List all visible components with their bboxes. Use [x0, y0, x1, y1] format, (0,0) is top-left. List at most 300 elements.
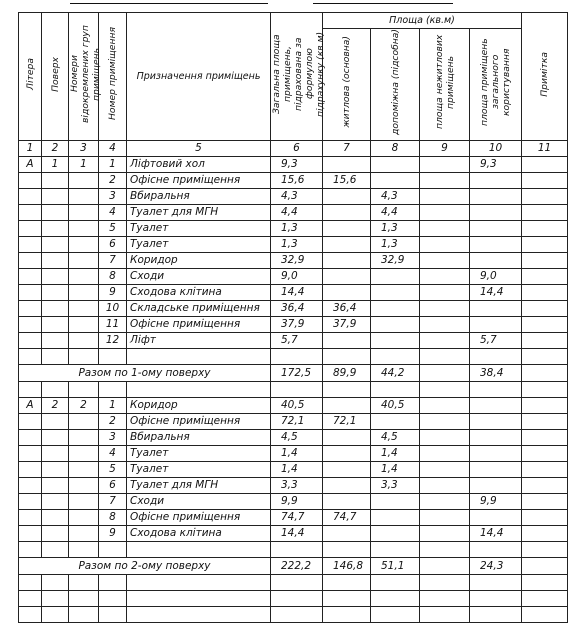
litera-cell: [19, 430, 42, 446]
floor-cell: [42, 253, 69, 269]
empty-cell: [420, 591, 470, 607]
room-purpose-cell: Вбиральня: [127, 189, 271, 205]
table-row: [19, 221, 568, 237]
nonliving-area-cell: [420, 430, 470, 446]
total-area-cell: 14,4: [271, 285, 323, 301]
group-cell: [69, 189, 99, 205]
empty-cell: [470, 349, 522, 365]
table-row: [19, 173, 568, 189]
summary-label: Разом по 1-ому поверху: [19, 365, 271, 382]
room-purpose-cell: Туалет: [127, 237, 271, 253]
empty-cell: [323, 591, 371, 607]
table-row: [19, 301, 568, 317]
aux-area-cell: [371, 414, 420, 430]
header-nonliving: площа нежитлових приміщень: [420, 29, 470, 141]
col-number: 8: [371, 141, 420, 157]
room-no-cell: 10: [99, 301, 127, 317]
group-cell: [69, 478, 99, 494]
blank-row: [19, 607, 568, 623]
empty-cell: [271, 591, 323, 607]
common-area-cell: [470, 430, 522, 446]
empty-cell: [371, 575, 420, 591]
group-cell: [69, 526, 99, 542]
living-area-cell: 37,9: [323, 317, 371, 333]
aux-area-cell: [371, 285, 420, 301]
blank-row: [19, 349, 568, 365]
litera-cell: [19, 414, 42, 430]
note-cell: [522, 285, 568, 301]
room-purpose-cell: Сходова клітина: [127, 285, 271, 301]
room-purpose-cell: Ліфтовий хол: [127, 157, 271, 173]
floor-cell: [42, 173, 69, 189]
note-cell: [522, 478, 568, 494]
room-no-cell: 1: [99, 398, 127, 414]
summary-label: Разом по 2-ому поверху: [19, 558, 271, 575]
table-row: [19, 269, 568, 285]
nonliving-area-cell: [420, 157, 470, 173]
room-purpose-cell: Туалет для МГН: [127, 478, 271, 494]
note-cell: [522, 189, 568, 205]
empty-cell: [69, 575, 99, 591]
litera-cell: [19, 301, 42, 317]
aux-area-cell: 3,3: [371, 478, 420, 494]
living-area-cell: [323, 526, 371, 542]
room-no-cell: 6: [99, 237, 127, 253]
aux-area-cell: [371, 333, 420, 349]
table-row: [19, 157, 568, 173]
living-area-cell: [323, 398, 371, 414]
empty-cell: [69, 349, 99, 365]
empty-cell: [470, 542, 522, 558]
empty-cell: [420, 382, 470, 398]
empty-cell: [271, 542, 323, 558]
litera-cell: [19, 510, 42, 526]
total-area-cell: 9,0: [271, 269, 323, 285]
living-area-cell: 72,1: [323, 414, 371, 430]
floor-cell: 1: [42, 157, 69, 173]
living-area-cell: [323, 157, 371, 173]
common-area-cell: [470, 173, 522, 189]
nonliving-area-cell: [420, 285, 470, 301]
living-area-cell: 15,6: [323, 173, 371, 189]
floor-cell: [42, 301, 69, 317]
room-no-cell: 5: [99, 221, 127, 237]
aux-area-cell: [371, 301, 420, 317]
empty-cell: [69, 591, 99, 607]
common-area-cell: 9,3: [470, 157, 522, 173]
col-number: 1: [19, 141, 42, 157]
table-row: [19, 430, 568, 446]
group-cell: 2: [69, 398, 99, 414]
nonliving-area-cell: [420, 414, 470, 430]
col-number: 11: [522, 141, 568, 157]
nonliving-area-cell: [420, 221, 470, 237]
empty-cell: [127, 607, 271, 623]
total-area-cell: 9,9: [271, 494, 323, 510]
common-area-cell: [470, 221, 522, 237]
empty-cell: [371, 382, 420, 398]
group-cell: [69, 333, 99, 349]
empty-cell: [522, 607, 568, 623]
empty-cell: [271, 607, 323, 623]
litera-cell: [19, 253, 42, 269]
room-no-cell: 9: [99, 526, 127, 542]
total-area-cell: 14,4: [271, 526, 323, 542]
common-area-cell: [470, 398, 522, 414]
note-cell: [522, 301, 568, 317]
total-area-cell: 5,7: [271, 333, 323, 349]
total-area-cell: 4,5: [271, 430, 323, 446]
group-cell: [69, 173, 99, 189]
nonliving-area-cell: [420, 462, 470, 478]
empty-cell: [42, 382, 69, 398]
common-area-cell: [470, 510, 522, 526]
summary-total: 172,5: [271, 365, 323, 382]
empty-cell: [19, 382, 42, 398]
empty-cell: [420, 542, 470, 558]
col-number: 2: [42, 141, 69, 157]
common-area-cell: [470, 301, 522, 317]
aux-area-cell: [371, 510, 420, 526]
room-purpose-cell: Туалет: [127, 221, 271, 237]
header-aux: допоміжна (підсобна): [371, 29, 420, 141]
group-cell: [69, 510, 99, 526]
room-purpose-cell: Туалет для МГН: [127, 205, 271, 221]
empty-cell: [323, 575, 371, 591]
nonliving-area-cell: [420, 301, 470, 317]
room-no-cell: 7: [99, 253, 127, 269]
room-no-cell: 7: [99, 494, 127, 510]
summary-common: 24,3: [470, 558, 522, 575]
table-row: [19, 253, 568, 269]
empty-cell: [522, 575, 568, 591]
common-area-cell: 14,4: [470, 526, 522, 542]
group-cell: [69, 221, 99, 237]
table-row: [19, 205, 568, 221]
aux-area-cell: 1,4: [371, 446, 420, 462]
floor-cell: [42, 494, 69, 510]
floor-cell: [42, 414, 69, 430]
empty-cell: [69, 542, 99, 558]
room-purpose-cell: Офісне приміщення: [127, 173, 271, 189]
common-area-cell: [470, 446, 522, 462]
nonliving-area-cell: [420, 237, 470, 253]
nonliving-area-cell: [420, 205, 470, 221]
room-purpose-cell: Сходи: [127, 269, 271, 285]
total-area-cell: 72,1: [271, 414, 323, 430]
room-purpose-cell: Коридор: [127, 253, 271, 269]
room-purpose-cell: Офісне приміщення: [127, 510, 271, 526]
total-area-cell: 3,3: [271, 478, 323, 494]
note-cell: [522, 173, 568, 189]
note-cell: [522, 269, 568, 285]
total-area-cell: 40,5: [271, 398, 323, 414]
floor-cell: [42, 526, 69, 542]
note-cell: [522, 253, 568, 269]
nonliving-area-cell: [420, 398, 470, 414]
table-row: [19, 462, 568, 478]
common-area-cell: [470, 189, 522, 205]
room-no-cell: 4: [99, 446, 127, 462]
empty-cell: [371, 607, 420, 623]
group-cell: [69, 414, 99, 430]
empty-cell: [99, 575, 127, 591]
empty-cell: [470, 591, 522, 607]
group-cell: [69, 253, 99, 269]
empty-cell: [99, 542, 127, 558]
empty-cell: [127, 382, 271, 398]
empty-cell: [470, 607, 522, 623]
litera-cell: [19, 205, 42, 221]
empty-cell: [323, 382, 371, 398]
living-area-cell: [323, 478, 371, 494]
group-cell: [69, 462, 99, 478]
nonliving-area-cell: [420, 478, 470, 494]
col-number: 7: [323, 141, 371, 157]
table-row: [19, 414, 568, 430]
note-cell: [522, 317, 568, 333]
empty-cell: [99, 382, 127, 398]
empty-cell: [42, 542, 69, 558]
table-row: [19, 494, 568, 510]
header-purpose: Призначення приміщень: [127, 13, 271, 141]
nonliving-area-cell: [420, 333, 470, 349]
nonliving-area-cell: [420, 269, 470, 285]
room-no-cell: 1: [99, 157, 127, 173]
common-area-cell: [470, 205, 522, 221]
empty-cell: [420, 349, 470, 365]
total-area-cell: 4,3: [271, 189, 323, 205]
group-cell: [69, 494, 99, 510]
aux-area-cell: [371, 173, 420, 189]
common-area-cell: [470, 317, 522, 333]
aux-area-cell: [371, 157, 420, 173]
room-purpose-cell: Складське приміщення: [127, 301, 271, 317]
empty-cell: [271, 349, 323, 365]
header-room-no: Номер приміщення: [99, 13, 127, 141]
living-area-cell: [323, 189, 371, 205]
room-no-cell: 2: [99, 173, 127, 189]
summary-note: [522, 558, 568, 575]
room-no-cell: 11: [99, 317, 127, 333]
note-cell: [522, 414, 568, 430]
empty-cell: [19, 349, 42, 365]
floor-cell: [42, 285, 69, 301]
aux-area-cell: 4,4: [371, 205, 420, 221]
empty-cell: [127, 591, 271, 607]
aux-area-cell: [371, 269, 420, 285]
living-area-cell: [323, 462, 371, 478]
aux-area-cell: 1,3: [371, 221, 420, 237]
empty-cell: [42, 607, 69, 623]
group-cell: [69, 269, 99, 285]
empty-cell: [99, 591, 127, 607]
empty-cell: [470, 382, 522, 398]
room-purpose-cell: Офісне приміщення: [127, 317, 271, 333]
common-area-cell: 9,9: [470, 494, 522, 510]
note-cell: [522, 398, 568, 414]
table-row: [19, 478, 568, 494]
empty-cell: [271, 575, 323, 591]
col-number: 4: [99, 141, 127, 157]
summary-living: 146,8: [323, 558, 371, 575]
nonliving-area-cell: [420, 173, 470, 189]
table-row: [19, 510, 568, 526]
litera-cell: [19, 317, 42, 333]
floor-cell: [42, 317, 69, 333]
summary-nonliving: [420, 365, 470, 382]
table-row: [19, 317, 568, 333]
total-area-cell: 4,4: [271, 205, 323, 221]
empty-cell: [19, 607, 42, 623]
floor-cell: [42, 189, 69, 205]
aux-area-cell: [371, 494, 420, 510]
floor-cell: [42, 430, 69, 446]
header-area-group: Площа (кв.м): [323, 13, 522, 29]
table-body: [19, 157, 568, 623]
table-row: [19, 398, 568, 414]
litera-cell: [19, 333, 42, 349]
floor-cell: [42, 237, 69, 253]
litera-cell: [19, 269, 42, 285]
empty-cell: [99, 607, 127, 623]
empty-cell: [420, 575, 470, 591]
header-note: Примітка: [522, 13, 568, 141]
note-cell: [522, 446, 568, 462]
header-groups: Номери відокремлених груп приміщень: [69, 13, 99, 141]
room-no-cell: 8: [99, 269, 127, 285]
blank-row: [19, 542, 568, 558]
living-area-cell: [323, 253, 371, 269]
table-row: [19, 285, 568, 301]
room-no-cell: 6: [99, 478, 127, 494]
top-rule-right: [313, 3, 453, 4]
empty-cell: [420, 607, 470, 623]
room-no-cell: 2: [99, 414, 127, 430]
group-cell: [69, 446, 99, 462]
col-number: 10: [470, 141, 522, 157]
empty-cell: [19, 575, 42, 591]
table-row: [19, 333, 568, 349]
aux-area-cell: 32,9: [371, 253, 420, 269]
note-cell: [522, 526, 568, 542]
note-cell: [522, 510, 568, 526]
floor-cell: [42, 333, 69, 349]
floor-cell: [42, 269, 69, 285]
living-area-cell: [323, 237, 371, 253]
room-purpose-cell: Сходи: [127, 494, 271, 510]
floor-summary-row: [19, 365, 568, 382]
empty-cell: [522, 382, 568, 398]
empty-cell: [127, 349, 271, 365]
note-cell: [522, 205, 568, 221]
floor-cell: [42, 478, 69, 494]
common-area-cell: 5,7: [470, 333, 522, 349]
empty-cell: [42, 591, 69, 607]
litera-cell: А: [19, 157, 42, 173]
litera-cell: [19, 221, 42, 237]
room-no-cell: 9: [99, 285, 127, 301]
empty-cell: [323, 349, 371, 365]
common-area-cell: [470, 414, 522, 430]
living-area-cell: [323, 221, 371, 237]
note-cell: [522, 237, 568, 253]
empty-cell: [522, 349, 568, 365]
litera-cell: [19, 173, 42, 189]
aux-area-cell: 4,5: [371, 430, 420, 446]
floor-cell: [42, 510, 69, 526]
table-row: [19, 526, 568, 542]
header-floor: Поверх: [42, 13, 69, 141]
living-area-cell: [323, 494, 371, 510]
litera-cell: [19, 446, 42, 462]
empty-cell: [522, 591, 568, 607]
note-cell: [522, 221, 568, 237]
living-area-cell: [323, 446, 371, 462]
total-area-cell: 37,9: [271, 317, 323, 333]
empty-cell: [371, 591, 420, 607]
living-area-cell: 74,7: [323, 510, 371, 526]
living-area-cell: 36,4: [323, 301, 371, 317]
empty-cell: [522, 542, 568, 558]
room-purpose-cell: Туалет: [127, 446, 271, 462]
empty-cell: [271, 382, 323, 398]
empty-cell: [19, 591, 42, 607]
table-row: [19, 446, 568, 462]
total-area-cell: 1,4: [271, 446, 323, 462]
total-area-cell: 74,7: [271, 510, 323, 526]
nonliving-area-cell: [420, 510, 470, 526]
table-row: [19, 189, 568, 205]
summary-aux: 44,2: [371, 365, 420, 382]
room-purpose-cell: Офісне приміщення: [127, 414, 271, 430]
empty-cell: [99, 349, 127, 365]
col-number: 5: [127, 141, 271, 157]
empty-cell: [42, 349, 69, 365]
blank-row: [19, 382, 568, 398]
header-living: житлова (основна): [323, 29, 371, 141]
nonliving-area-cell: [420, 253, 470, 269]
note-cell: [522, 333, 568, 349]
empty-cell: [19, 542, 42, 558]
group-cell: [69, 237, 99, 253]
aux-area-cell: 4,3: [371, 189, 420, 205]
floor-cell: [42, 221, 69, 237]
column-numbers-row: [19, 141, 568, 157]
empty-cell: [371, 349, 420, 365]
summary-living: 89,9: [323, 365, 371, 382]
living-area-cell: [323, 285, 371, 301]
empty-cell: [42, 575, 69, 591]
note-cell: [522, 157, 568, 173]
total-area-cell: 1,3: [271, 221, 323, 237]
floor-cell: 2: [42, 398, 69, 414]
room-no-cell: 3: [99, 430, 127, 446]
empty-cell: [323, 607, 371, 623]
room-no-cell: 3: [99, 189, 127, 205]
litera-cell: [19, 526, 42, 542]
summary-aux: 51,1: [371, 558, 420, 575]
aux-area-cell: 40,5: [371, 398, 420, 414]
header-common: площа приміщень загального користування: [470, 29, 522, 141]
floor-cell: [42, 446, 69, 462]
living-area-cell: [323, 430, 371, 446]
floor-summary-row: [19, 558, 568, 575]
empty-cell: [323, 542, 371, 558]
empty-cell: [69, 607, 99, 623]
total-area-cell: 36,4: [271, 301, 323, 317]
summary-total: 222,2: [271, 558, 323, 575]
